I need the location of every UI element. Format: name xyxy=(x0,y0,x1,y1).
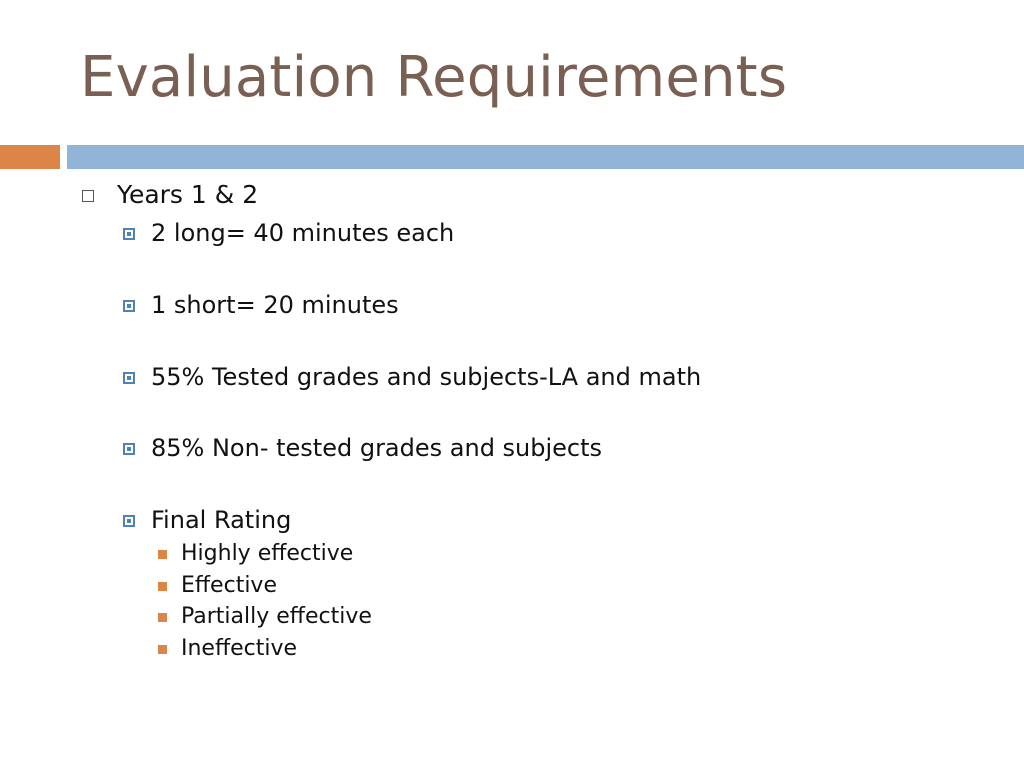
bullet-long-observations-text: 2 long= 40 minutes each xyxy=(151,219,455,247)
filled-square-bullet-icon xyxy=(158,613,167,622)
boxed-square-bullet-icon xyxy=(123,443,135,455)
boxed-square-bullet-icon xyxy=(123,228,135,240)
rating-effective xyxy=(158,573,277,598)
slide-title: Evaluation Requirements xyxy=(80,45,788,110)
bullet-non-tested-grades xyxy=(123,434,602,462)
bullet-years xyxy=(82,180,258,209)
boxed-square-bullet-icon xyxy=(123,300,135,312)
filled-square-bullet-icon xyxy=(158,582,167,591)
rating-ineffective xyxy=(158,636,297,661)
rating-partially-effective-text: Partially effective xyxy=(181,604,372,629)
bullet-short-observation xyxy=(123,291,399,319)
title-divider-accent xyxy=(0,145,60,169)
rating-partially-effective xyxy=(158,604,372,629)
bullet-years-text: Years 1 & 2 xyxy=(117,180,259,209)
filled-square-bullet-icon xyxy=(158,550,167,559)
bullet-tested-grades-text: 55% Tested grades and subjects-LA and math xyxy=(151,363,702,391)
bullet-long-observations xyxy=(123,219,454,247)
bullet-short-observation-text: 1 short= 20 minutes xyxy=(151,291,399,319)
bullet-final-rating xyxy=(123,506,291,534)
bullet-tested-grades xyxy=(123,363,701,391)
rating-highly-effective-text: Highly effective xyxy=(181,541,354,566)
filled-square-bullet-icon xyxy=(158,645,167,654)
rating-ineffective-text: Ineffective xyxy=(181,636,298,661)
boxed-square-bullet-icon xyxy=(123,372,135,384)
rating-effective-text: Effective xyxy=(181,573,277,598)
bullet-final-rating-text: Final Rating xyxy=(151,506,292,534)
hollow-square-bullet-icon xyxy=(82,190,94,202)
boxed-square-bullet-icon xyxy=(123,515,135,527)
bullet-non-tested-grades-text: 85% Non- tested grades and subjects xyxy=(151,434,603,462)
rating-highly-effective xyxy=(158,541,353,566)
title-divider-bar xyxy=(67,145,1024,169)
